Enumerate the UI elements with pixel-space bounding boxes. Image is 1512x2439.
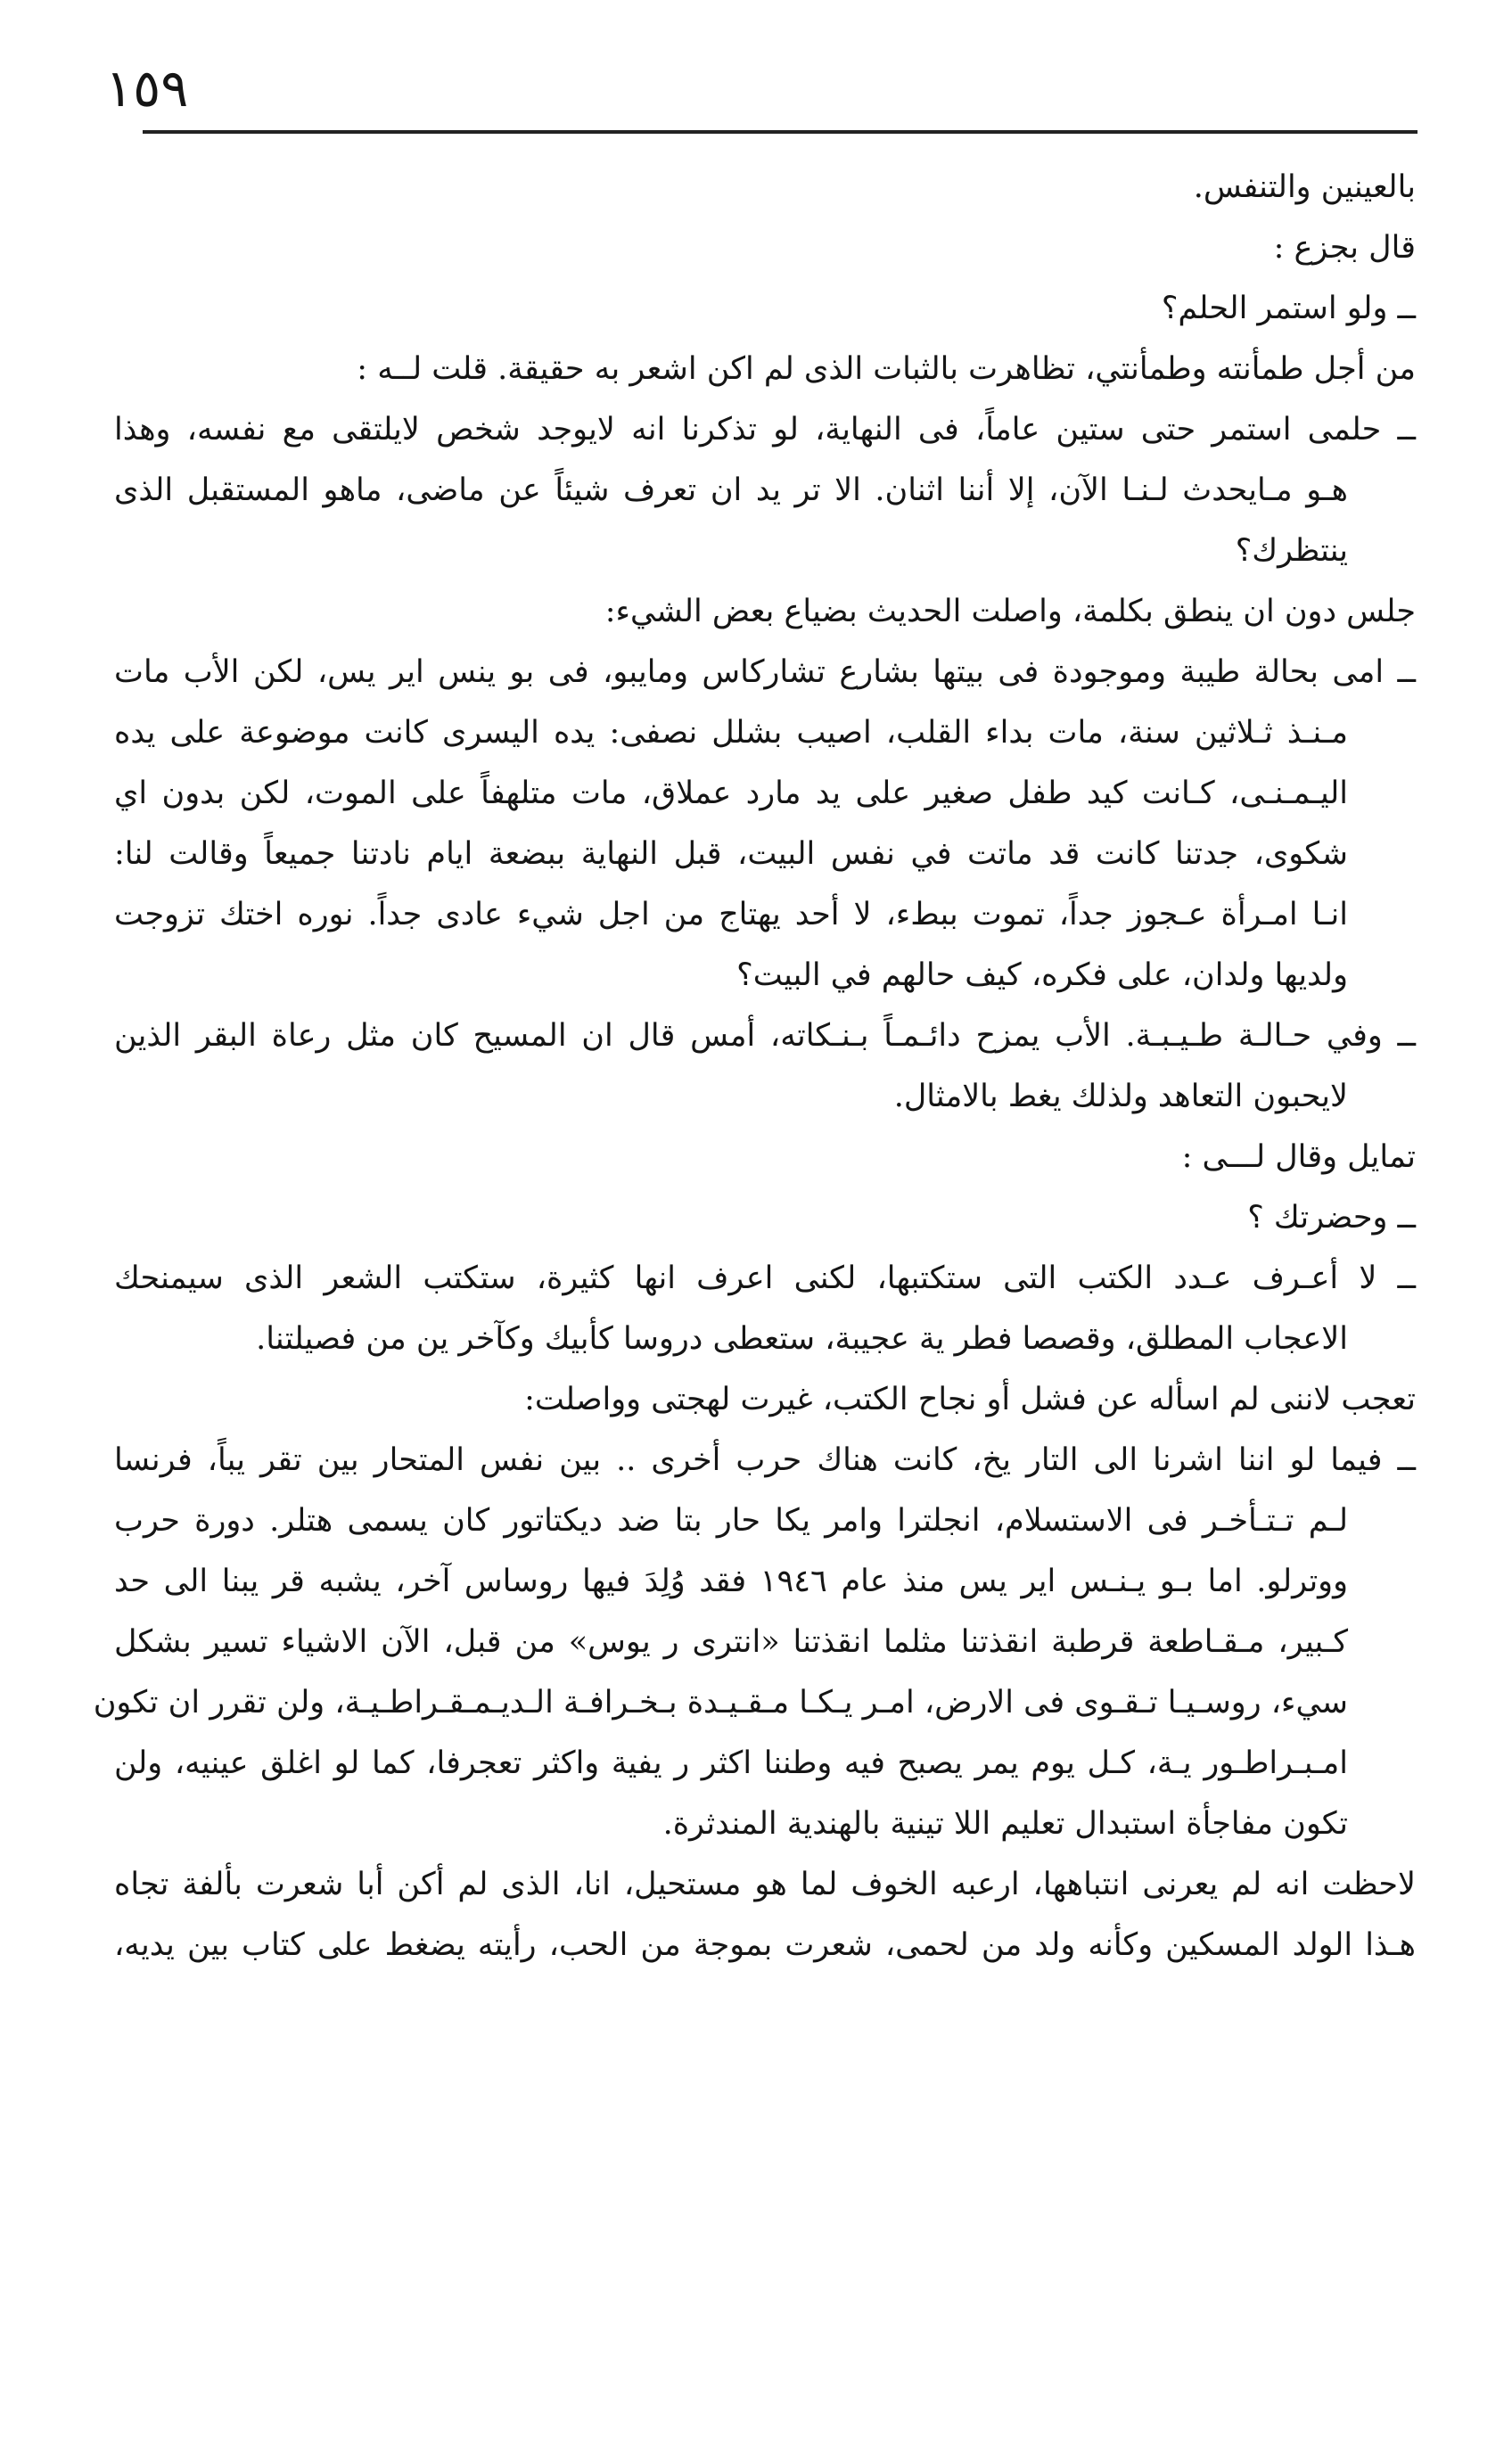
text-line: ينتظرك؟ [1235, 533, 1348, 569]
text-line: كـبير، مـقـاطعة قرطبة انقذتنا مثلما انقذتنا «انترى ر يوس» من قبل، الآن الاشياء تسير بشكل [114, 1624, 1348, 1660]
text-line: من أجل طمأنته وطمأنتي، تظاهرت بالثبات الذى لم اكن اشعر به حقيقة. قلت لــه : [357, 351, 1416, 387]
text-line: ــ وحضرتك ؟ [1247, 1200, 1416, 1236]
text-line: الاعجاب المطلق، وقصصا فطر ية عجيبة، ستعطى دروسا كأبيك وكآخر ين من فصيلتنا. [256, 1321, 1348, 1357]
text-line: جلس دون ان ينطق بكلمة، واصلت الحديث بضياع بعض الشيء: [604, 594, 1416, 629]
text-line: ــ امى بحالة طيبة وموجودة فى بيتها بشارع تشاركاس ومايبو، فى بو ينس اير يس، لكن الأب مات [114, 654, 1416, 690]
text-line: ــ لا أعـرف عـدد الكتب التى ستكتبها، لكنى اعرف انها كثيرة، ستكتب الشعر الذى سيمنحك [114, 1261, 1416, 1296]
text-line: ولديها ولدان، على فكره، كيف حالهم في البيت؟ [736, 957, 1348, 993]
text-line: تمايل وقال لـــى : [1181, 1139, 1416, 1175]
text-line: ــ فيما لو اننا اشرنا الى التار يخ، كانت هناك حرب أخرى .. بين نفس المتحار بين تقر يباً، فرنسا [114, 1442, 1416, 1478]
text-line: مـنـذ ثـلاثين سنة، مات بداء القلب، اصيب بشلل نصفى: يده اليسرى كانت موضوعة على يده [114, 715, 1348, 751]
text-line: تكون مفاجأة استبدال تعليم اللا تينية بالهندية المندثرة. [662, 1806, 1348, 1842]
text-line: امـبـراطـور يـة، كـل يوم يمر يصبح فيه وطننا اكثر ر يفية واكثر تعجرفا، كما لو اغلق عينيه، ولن [114, 1745, 1348, 1781]
text-line: بالعينين والتنفس. [1193, 169, 1416, 205]
text-line: سيء، روسـيـا تـقـوى فى الارض، امـر يـكـا مـقـيـدة بـخـرافـة الـديـمـقـراطـيـة، ولن تقرر ان تكون [93, 1685, 1348, 1720]
page-number: ١٥٩ [105, 58, 189, 119]
text-line: ووترلو. اما بـو يـنـس اير يس منذ عام ١٩٤٦ فقد وُلِدَ فيها روساس آخر، يشبه قر يبنا الى حد [114, 1564, 1348, 1599]
text-line: لايحبون التعاهد ولذلك يغط بالامثال. [893, 1079, 1348, 1114]
text-line: هـذا الولد المسكين وكأنه ولد من لحمى، شعرت بموجة من الحب، رأيته يضغط على كتاب بين يديه، [114, 1927, 1416, 1963]
text-line: ــ حلمى استمر حتى ستين عاماً، فى النهاية، لو تذكرنا انه لايوجد شخص لايلتقى مع نفسه، وهذا [114, 412, 1416, 448]
text-line: ــ وفي حـالـة طـيـبـة. الأب يمزح دائـمـاً بـنـكاته، أمس قال ان المسيح كان مثل رعاة البقر الذين [114, 1018, 1416, 1054]
text-line: لاحظت انه لم يعرنى انتباهها، ارعبه الخوف لما هو مستحيل، انا، الذى لم أكن أبا شعرت بألفة تجاه [114, 1867, 1416, 1902]
text-line: هـو مـايحدث لـنـا الآن، إلا أننا اثنان. الا تر يد ان تعرف شيئاً عن ماضى، ماهو المستقبل الذى [114, 472, 1348, 508]
text-line: تعجب لاننى لم اسأله عن فشل أو نجاح الكتب، غيرت لهجتى وواصلت: [524, 1382, 1416, 1417]
text-line: لـم تـتـأخـر فى الاستسلام، انجلترا وامر يكا حار بتا ضد ديكتاتور كان يسمى هتلر. دورة حرب [114, 1503, 1348, 1539]
text-line: انـا امـرأة عـجوز جداً، تموت ببطء، لا أحد يهتاج من اجل شيء عادى جداً. نوره اختك تزوجت [114, 897, 1348, 932]
text-body [93, 157, 1416, 1975]
text-line: اليـمـنـى، كـانت كيد طفل صغير على يد مارد عملاق، مات متلهفاً على الموت، لكن بدون اي [114, 776, 1348, 811]
text-line: قال بجزع : [1273, 230, 1416, 266]
header-rule [143, 130, 1418, 134]
text-line: شكوى، جدتنا كانت قد ماتت في نفس البيت، قبل النهاية ببضعة ايام نادتنا جميعاً وقالت لنا: [114, 836, 1348, 872]
text-line: ــ ولو استمر الحلم؟ [1161, 291, 1416, 326]
